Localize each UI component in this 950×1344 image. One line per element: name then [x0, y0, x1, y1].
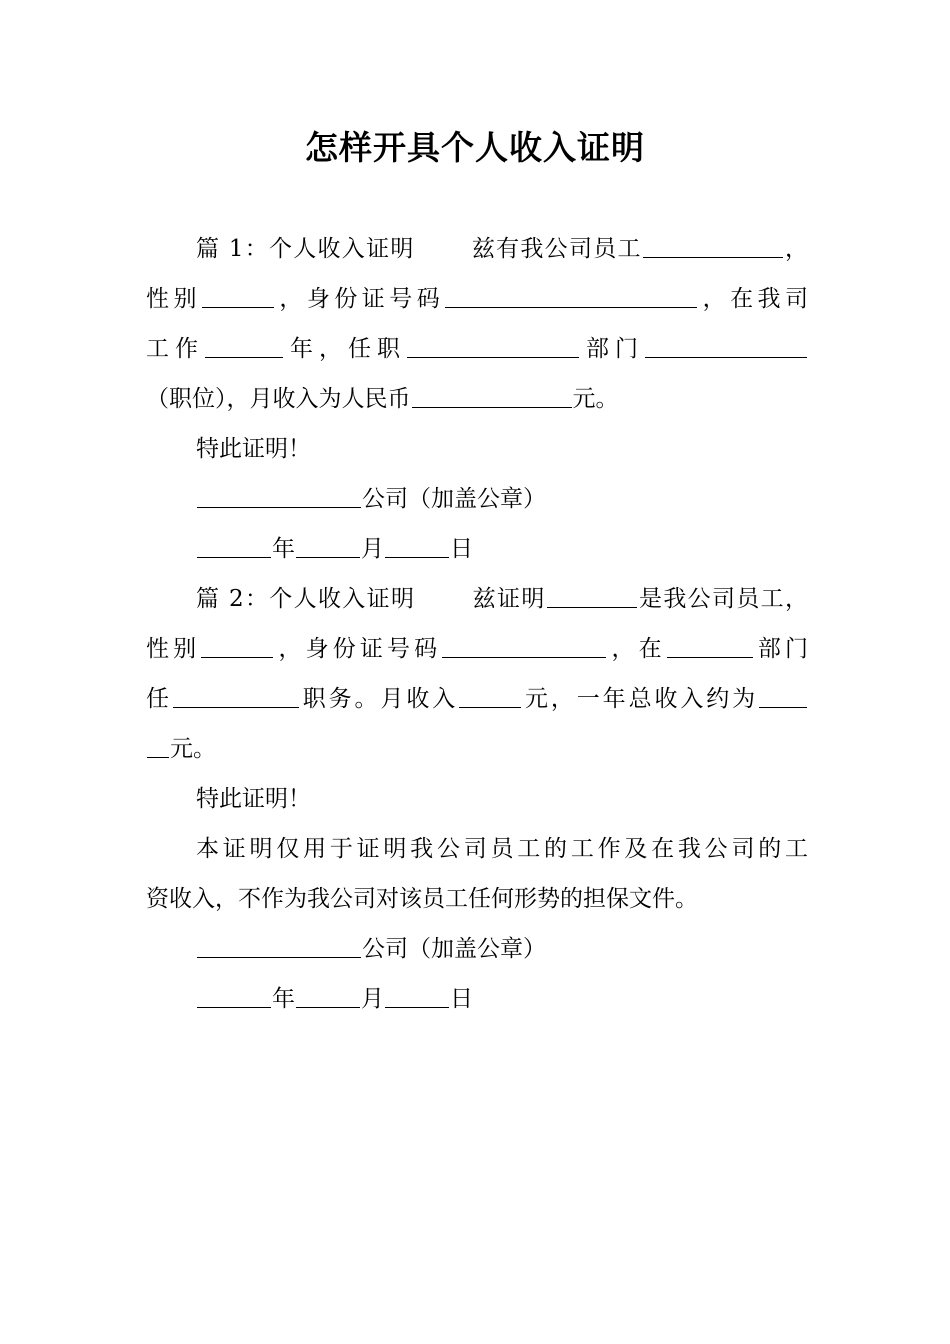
text-span: 公司（加盖公章） — [362, 936, 546, 962]
text-span: 公司（加盖公章） — [362, 486, 546, 512]
company-seal-line-1 — [146, 474, 808, 524]
text-span: 月 — [361, 986, 384, 1012]
blank-field — [643, 234, 783, 258]
blank-field — [201, 634, 273, 658]
text-span: 年，任职 — [284, 336, 406, 362]
text-span: 月 — [361, 536, 384, 562]
p2-line-1 — [146, 574, 808, 624]
blank-field — [202, 284, 274, 308]
p1-line-4 — [146, 374, 808, 424]
blank-field — [385, 534, 449, 558]
text-span: 性别 — [146, 286, 201, 312]
certify-line-2: 特此证明！ — [196, 786, 311, 812]
blank-field — [412, 384, 572, 408]
blank-field — [407, 334, 579, 358]
blank-field — [442, 634, 606, 658]
date-line-1 — [146, 524, 808, 574]
p2-heading: 篇 2：个人收入证明 — [196, 586, 416, 612]
p2-line-2 — [146, 624, 808, 674]
p2-line-4 — [146, 724, 808, 774]
text-span: ，身份证号码 — [274, 636, 442, 662]
text-span: 性别 — [146, 636, 201, 662]
text-span: 任 — [146, 686, 172, 712]
p2-line-3 — [146, 674, 808, 724]
document-body — [146, 224, 808, 1024]
text-span: 年 — [272, 986, 295, 1012]
text-span: 职务。月收入 — [299, 686, 459, 712]
blank-field — [385, 984, 449, 1008]
blank-field — [173, 684, 299, 708]
blank-field — [197, 534, 271, 558]
blank-field — [296, 534, 360, 558]
document-title: 怎样开具个人收入证明 — [305, 128, 645, 167]
p1-line-2 — [146, 274, 808, 324]
p1-line-1 — [146, 224, 808, 274]
text-span: （职位），月收入为人民币 — [146, 386, 411, 412]
text-span: 部门 — [753, 636, 809, 662]
certify-line-1: 特此证明！ — [196, 436, 311, 462]
text-span: 工作 — [146, 336, 204, 362]
text-span: 日 — [450, 536, 473, 562]
date-line-2 — [146, 974, 808, 1024]
blank-field — [645, 334, 807, 358]
company-seal-line-2 — [146, 924, 808, 974]
text-span: ，在我司 — [698, 286, 809, 312]
text-span: 日 — [450, 986, 473, 1012]
blank-field — [197, 984, 271, 1008]
text-span: 元。 — [170, 736, 216, 762]
text-span: 部门 — [580, 336, 644, 362]
text-span: ，在 — [607, 636, 666, 662]
note-line-1: 本证明仅用于证明我公司员工的工作及在我公司的工 — [196, 836, 808, 862]
text-span: 兹证明 — [471, 586, 546, 612]
blank-field — [759, 684, 807, 708]
text-span: 年 — [272, 536, 295, 562]
blank-field — [147, 734, 169, 758]
text-span: 元，一年总收入约为 — [522, 686, 759, 712]
p1-heading: 篇 1：个人收入证明 — [196, 236, 415, 262]
blank-field — [547, 584, 637, 608]
blank-field — [445, 284, 697, 308]
text-span: 是我公司员工， — [637, 586, 809, 612]
text-span: 元。 — [572, 386, 619, 412]
text-span: ，身份证号码 — [274, 286, 445, 312]
p1-line-3 — [146, 324, 808, 374]
text-span: ， — [783, 236, 808, 262]
blank-field — [197, 484, 361, 508]
blank-field — [459, 684, 521, 708]
blank-field — [205, 334, 283, 358]
blank-field — [296, 984, 360, 1008]
blank-field — [197, 934, 361, 958]
blank-field — [667, 634, 753, 658]
note-line-2: 资收入，不作为我公司对该员工任何形势的担保文件。 — [146, 886, 698, 912]
text-span: 兹有我公司员工 — [470, 236, 642, 262]
